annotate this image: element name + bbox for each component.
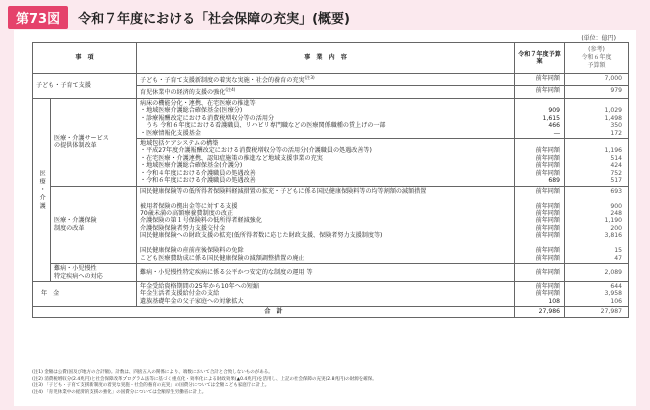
table-row [33, 264, 629, 282]
table-row [33, 74, 629, 86]
budget-cell: 前年同額 [515, 74, 565, 86]
footnote: (注1) 金額は公費(国及び地方の合計額)。計数は、四捨五入の関係により、端数において合計と合致しないものがある。 [32, 370, 273, 375]
footnotes [32, 370, 632, 396]
memo-cell-list: 644 3,958 106 [565, 281, 629, 306]
item-text: 難病・小児慢性特定疾病に係る公平かつ安定的な制度の運用 等 [137, 264, 515, 282]
memo-cell: 7,000 [565, 74, 629, 86]
table-card [14, 30, 636, 406]
budget-cell: 前年同額 [515, 264, 565, 282]
memo-cell-list: 1,196 514 424 752 517 [565, 139, 629, 187]
memo-cell-list: 693 900 248 1,190 200 3,816 15 47 [565, 186, 629, 264]
budget-cell-list: 前年同額 前年同額 前年同額 前年同額 689 [515, 139, 565, 187]
figure-header [8, 6, 350, 28]
item-text-list-c: 国民健康保険等の低所得者保険料軽減措置の拡充・子どもに係る国民健康保険料等の均等割額の減額措置 被用者保険の拠出金等に対する支援 70歳未満の高額療養費制度の改正 介護保険の第１号保険料の低所得者軽減強化 介護保険保険者努力支援交付金 国民健康保険への財政支援の拡充(低所得者数に応じた財政支援、保険者努力支援制度等) 国民健康保険の産前産後保険料の免除 こども医療費助成に係る国民健康保険の減額調整措置の廃止 [137, 186, 515, 264]
unit-label: (単位：億円) [581, 35, 616, 42]
header-budget: 令和７年度予算案 [515, 43, 565, 74]
table-row [33, 281, 629, 306]
item-text: 子ども・子育て支援新制度の着実な実施・社会的養育の充実$^{(注3)}$ [137, 74, 515, 86]
memo-cell: 2,089 [565, 264, 629, 282]
total-label: 合 計 [33, 307, 515, 317]
total-budget: 27,986 [515, 307, 565, 317]
item-text: 育児休業中の経済的支援の強化$^{(注4)}$ [137, 86, 515, 98]
table-row [33, 98, 629, 138]
memo-cell-list: 1,029 1,498 350 172 [565, 98, 629, 138]
budget-cell-list: 909 1,615 466 ― [515, 98, 565, 138]
item-text-list-a: 病床の機能分化・連携、在宅医療の推進等 ・地域医療介護総合確保基金(医療分) ・診療報酬改定における消費税増収分等の活用分 うち 令和６年度における看護職員、リハビリ専門職などの医療関係職種の賃上げの一部 ・医療情報化支援基金 [137, 98, 515, 138]
footnote: (注4) 「育児休業中の経済的支援の強化」の国費分については全額厚生労働省に計上。 [32, 389, 207, 395]
footnote: (注3) 「子ども・子育て支援新制度の着実な実施・社会的養育の充実」の国費分については全額こども家庭庁に計上。 [32, 383, 270, 389]
figure-title: 令和７年度における「社会保障の充実」(概要) [78, 11, 350, 27]
total-memo: 27,987 [565, 307, 629, 317]
budget-cell-list: 前年同額 前年同額 108 [515, 281, 565, 306]
table-row [33, 186, 629, 264]
budget-table [32, 42, 629, 318]
total-row [33, 307, 629, 317]
category-vertical-iryo-kaigo: 医療・介護 [33, 98, 51, 281]
budget-cell: 前年同額 [515, 86, 565, 98]
category-insurance-reform: 医療・介護保険 制度の改革 [51, 186, 137, 264]
footnote: (注2) 消費税増収分(2.4兆円)と社会保障改革プログラム法等に基づく重点化・効率化による財政効果(▲0.4兆円)を活用し、上記の社会保障の充実(2.8兆円)の財源を確保。 [32, 376, 377, 382]
figure-number-badge: 第73図 [8, 6, 68, 29]
category-pension: 年 金 [33, 281, 137, 306]
header-category: 事 項 [33, 43, 137, 74]
category-child-support: 子ども・子育て支援 [33, 74, 137, 99]
item-text-list-d: 年金受給資格期間の25年から10年への短縮 年金生活者支援給付金の支給 遺族基礎年金の父子家庭への対象拡大 [137, 281, 515, 306]
header-content: 事 業 内 容 [137, 43, 515, 74]
category-intractable-disease: 難病・小児慢性 特定疾病への対応 [51, 264, 137, 282]
memo-cell: 979 [565, 86, 629, 98]
header-memo: (参考) 令和６年度 予算額 [565, 43, 629, 74]
category-medical-service: 医療・介護サービス の提供体制改革 [51, 98, 137, 186]
budget-cell-list: 前年同額 前年同額 前年同額 前年同額 前年同額 前年同額 前年同額 前年同額 [515, 186, 565, 264]
item-text-list-b: 地域包括ケアシステムの構築 ・平成27年度介護報酬改定における消費税増収分等の活用分(介護職員の処遇改善等) ・在宅医療・介護連携、認知症施策の推進など地域支援事業の充実 ・地域医療介護総合確保基金(介護分) ・令和４年度における介護職員の処遇改善 ・令和６年度における介護職員の処遇改善 [137, 139, 515, 187]
table-header-row [33, 43, 629, 74]
